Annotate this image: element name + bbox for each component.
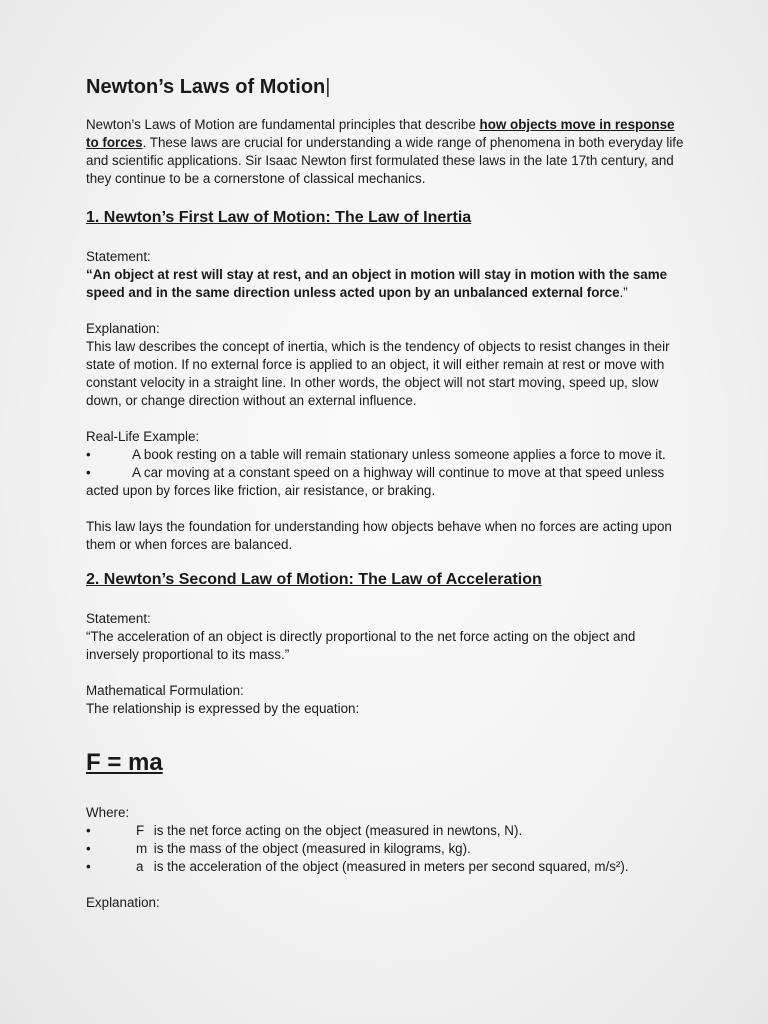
bullet-icon: • <box>86 859 91 874</box>
where-label: Where: <box>86 805 130 820</box>
definition-symbol: a <box>136 859 144 874</box>
document-page <box>86 74 686 912</box>
bullet-icon: • <box>86 823 91 838</box>
first-law-explanation: This law describes the concept of inertia, which is the tendency of objects to resist changes in their state of motion. If no external force is applied to an object, it will either remain at rest or move with constant velocity in a straight line. In other words, the object will not start moving, speed up, slow down, or change direction without an external influence. <box>86 339 670 408</box>
definition-item <box>86 822 686 840</box>
title-text: Newton’s Laws of Motion <box>86 76 326 98</box>
bullet-icon: • <box>86 841 91 856</box>
first-law-example-label: Real-Life Example: <box>86 429 200 444</box>
first-law-explanation-label: Explanation: <box>86 321 160 336</box>
second-law-statement: “The acceleration of an object is directly proportional to the net force acting on the object and inversely proportional to its mass.” <box>86 629 636 662</box>
second-law-heading: 2. Newton’s Second Law of Motion: The Law of Acceleration <box>86 571 542 588</box>
definition-symbol: F <box>136 823 145 838</box>
first-law-conclusion: This law lays the foundation for understanding how objects behave when no forces are acting upon them or when forces are balanced. <box>86 519 672 552</box>
example-bullet-item <box>86 446 686 464</box>
intro-paragraph <box>86 116 686 188</box>
formula: F = ma <box>86 749 163 776</box>
math-formulation-intro: The relationship is expressed by the equation: <box>86 701 360 716</box>
first-law-statement-label: Statement: <box>86 249 151 264</box>
definition-item <box>86 858 686 876</box>
document-title[interactable] <box>86 74 686 100</box>
bullet-icon: • <box>86 447 91 462</box>
intro-lead: Newton’s Laws of Motion are fundamental principles that describe <box>86 117 480 132</box>
first-law-statement <box>86 266 686 302</box>
example-text: A book resting on a table will remain stationary unless someone applies a force to move it. <box>132 447 666 462</box>
intro-emphasis: how objects move in response to forces <box>86 117 675 150</box>
first-law-statement-bold: “An object at rest will stay at rest, and an object in motion will stay in motion with the same speed and in the same direction unless acted upon by an unbalanced external force <box>86 267 668 300</box>
definition-text: is the net force acting on the object (measured in newtons, N). <box>150 823 523 838</box>
first-law-heading: 1. Newton’s First Law of Motion: The Law of Inertia <box>86 209 472 226</box>
second-law-statement-label: Statement: <box>86 611 151 626</box>
first-law-statement-end: .” <box>619 285 628 300</box>
example-bullet-item <box>86 464 686 500</box>
example-text: A car moving at a constant speed on a highway will continue to move at that speed unless acted upon by forces like friction, air resistance, or braking. <box>86 465 665 498</box>
text-cursor: | <box>325 76 331 98</box>
math-formulation-label: Mathematical Formulation: <box>86 683 244 698</box>
definition-item <box>86 840 686 858</box>
definition-text: is the mass of the object (measured in kilograms, kg). <box>150 841 471 856</box>
definition-text: is the acceleration of the object (measured in meters per second squared, m/s²). <box>150 859 629 874</box>
bullet-icon: • <box>86 465 91 480</box>
second-law-explanation-label: Explanation: <box>86 895 160 910</box>
definition-symbol: m <box>136 841 148 856</box>
intro-rest: . These laws are crucial for understanding a wide range of phenomena in both everyday life and scientific applications. Sir Isaac Newton first formulated these laws in the late 17th century, and they continue to be a cornerstone of classical mechanics. <box>86 135 684 186</box>
